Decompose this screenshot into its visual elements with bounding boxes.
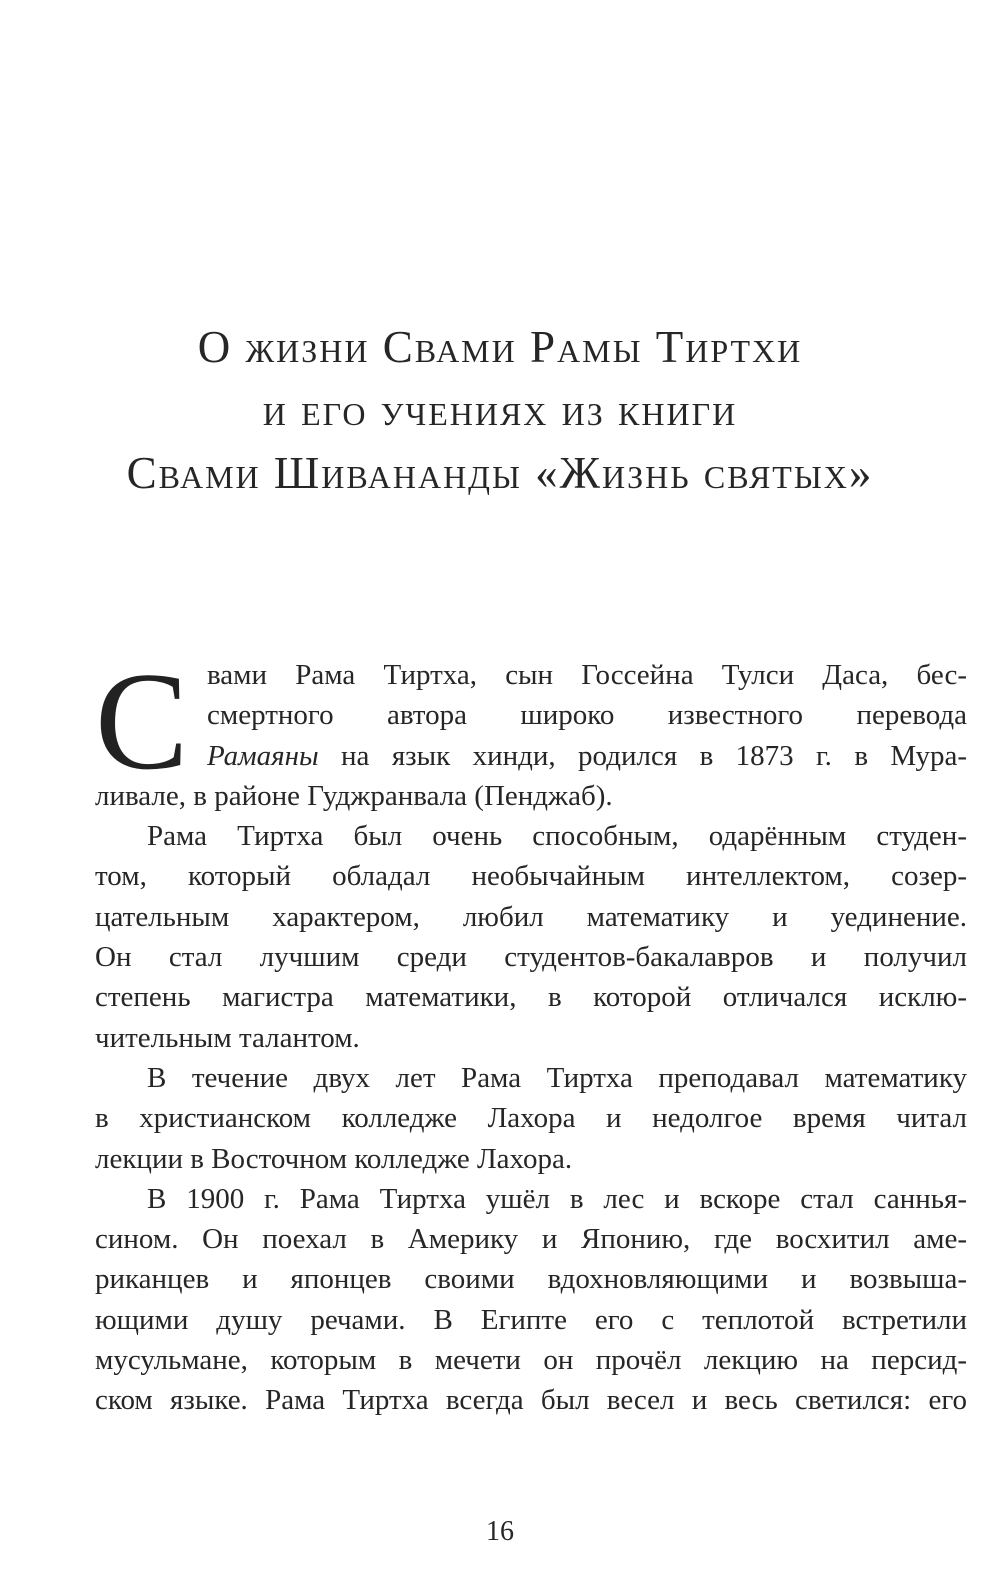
text-line: В 1900 г. Рама Тиртха ушёл в лес и вскоре стал саннья- <box>147 1182 967 1215</box>
paragraph-3 <box>95 1058 967 1179</box>
italic-book-title: Рамаяны <box>207 739 319 772</box>
text-line: ющими душу речами. В Египте его с теплотой встретили <box>95 1303 967 1336</box>
text-line: риканцев и японцев своими вдохновляющими и возвыша- <box>95 1263 967 1296</box>
chapter-title-line-2: и его учениях из книги <box>262 385 738 435</box>
text-line <box>95 736 967 776</box>
text-line: В течение двух лет Рама Тиртха преподавал математику <box>147 1061 967 1094</box>
text-line: Он стал лучшим среди студентов-бакалавров и получил <box>95 941 967 974</box>
paragraph-1 <box>95 644 968 816</box>
paragraph-4 <box>95 1179 967 1421</box>
text-line: цательным характером, любил математику и уединение. <box>95 900 967 933</box>
body-text <box>95 644 968 1421</box>
chapter-title-line-1: О жизни Свами Рамы Тиртхи <box>197 322 803 372</box>
text-line: смертного автора широко известного перевода <box>207 699 967 732</box>
text-line: степень магистра математики, в которой отличался исклю- <box>95 981 967 1014</box>
text-line: Рама Тиртха был очень способным, одарённым студен- <box>147 820 967 853</box>
text-line: вами Рама Тиртха, сын Госсейна Тулси Даса, бес- <box>207 659 967 691</box>
text-line: ском языке. Рама Тиртха всегда был весел и весь светился: его <box>95 1384 967 1417</box>
text-line: чительным талантом. <box>95 1021 360 1054</box>
text-line: мусульмане, которым в мечети он прочёл лекцию на персид- <box>95 1344 967 1377</box>
paragraph-2 <box>95 816 967 1058</box>
text-line: сином. Он поехал в Америку и Японию, где восхитил аме- <box>95 1223 967 1256</box>
text-line: том, который обладал необычайным интеллектом, созер- <box>95 860 967 893</box>
text-line: лекции в Восточном колледже Лахора. <box>95 1142 573 1175</box>
text-line: ливале, в районе Гуджранвала (Пенджаб). <box>95 779 613 812</box>
drop-cap: С <box>95 644 189 799</box>
text-line-rest: на язык хинди, родился в 1873 г. в Мура- <box>341 739 968 772</box>
chapter-title <box>60 316 940 505</box>
page-number: 16 <box>486 1516 514 1547</box>
chapter-title-line-3: Свами Шивананды «Жизнь святых» <box>126 448 874 498</box>
text-line: в христианском колледже Лахора и недолгое время читал <box>95 1102 967 1135</box>
